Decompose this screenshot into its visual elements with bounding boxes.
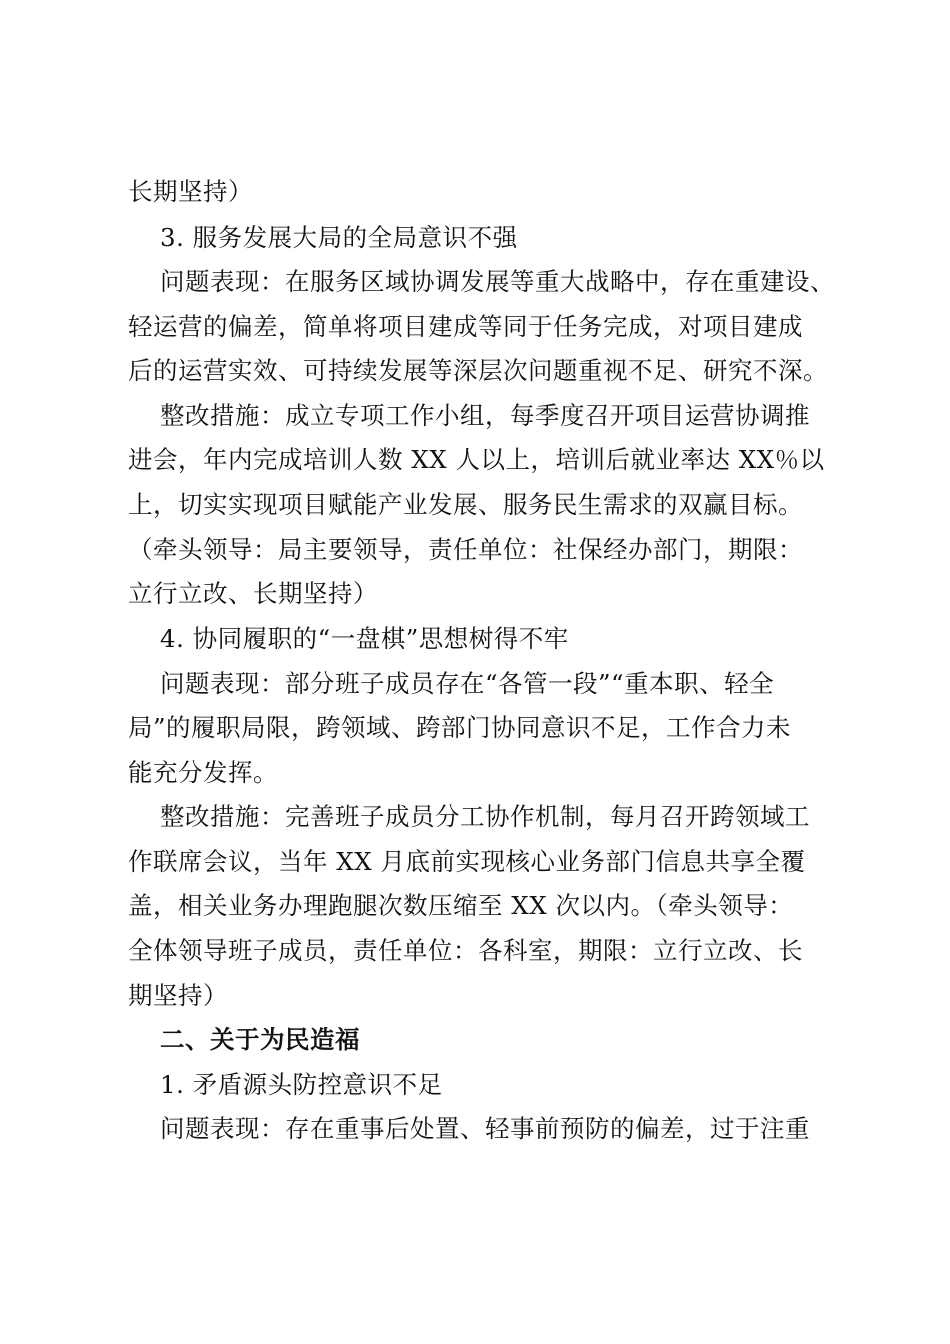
- text-line: 立行立改、长期坚持）: [128, 579, 378, 608]
- text-line: 整改措施：成立专项工作小组，每季度召开项目运营协调推: [160, 401, 810, 430]
- section-heading: 3. 服务发展大局的全局意识不强: [160, 223, 518, 252]
- text-line: 局”的履职局限，跨领域、跨部门协同意识不足，工作合力未: [128, 713, 792, 742]
- text-line: 进会，年内完成培训人数 XX 人以上，培训后就业率达 XX％以: [128, 445, 825, 474]
- text-line: （牵头领导：局主要领导，责任单位：社保经办部门，期限：: [128, 535, 803, 564]
- section-heading: 1. 矛盾源头防控意识不足: [160, 1070, 443, 1099]
- text-line: 后的运营实效、可持续发展等深层次问题重视不足、研究不深。: [128, 356, 828, 385]
- text-line: 轻运营的偏差，简单将项目建成等同于任务完成，对项目建成: [128, 312, 803, 341]
- text-line: 问题表现：存在重事后处置、轻事前预防的偏差，过于注重: [160, 1114, 810, 1143]
- text-line: 全体领导班子成员，责任单位：各科室，期限：立行立改、长: [128, 936, 803, 965]
- text-line: 整改措施：完善班子成员分工协作机制，每月召开跨领域工: [160, 802, 810, 831]
- text-line: 上，切实实现项目赋能产业发展、服务民生需求的双赢目标。: [128, 490, 803, 519]
- section-heading: 4. 协同履职的“一盘棋”思想树得不牢: [160, 624, 569, 653]
- text-line: 作联席会议，当年 XX 月底前实现核心业务部门信息共享全覆: [128, 847, 806, 876]
- text-line: 问题表现：在服务区域协调发展等重大战略中，存在重建设、: [160, 267, 835, 296]
- text-line: 盖，相关业务办理跑腿次数压缩至 XX 次以内。（牵头领导：: [128, 891, 794, 920]
- chapter-heading: 二、关于为民造福: [160, 1025, 360, 1054]
- text-line: 能充分发挥。: [128, 758, 278, 787]
- text-line: 问题表现：部分班子成员存在“各管一段”“重本职、轻全: [160, 669, 775, 698]
- text-line: 长期坚持）: [128, 177, 253, 206]
- text-line: 期坚持）: [128, 981, 228, 1010]
